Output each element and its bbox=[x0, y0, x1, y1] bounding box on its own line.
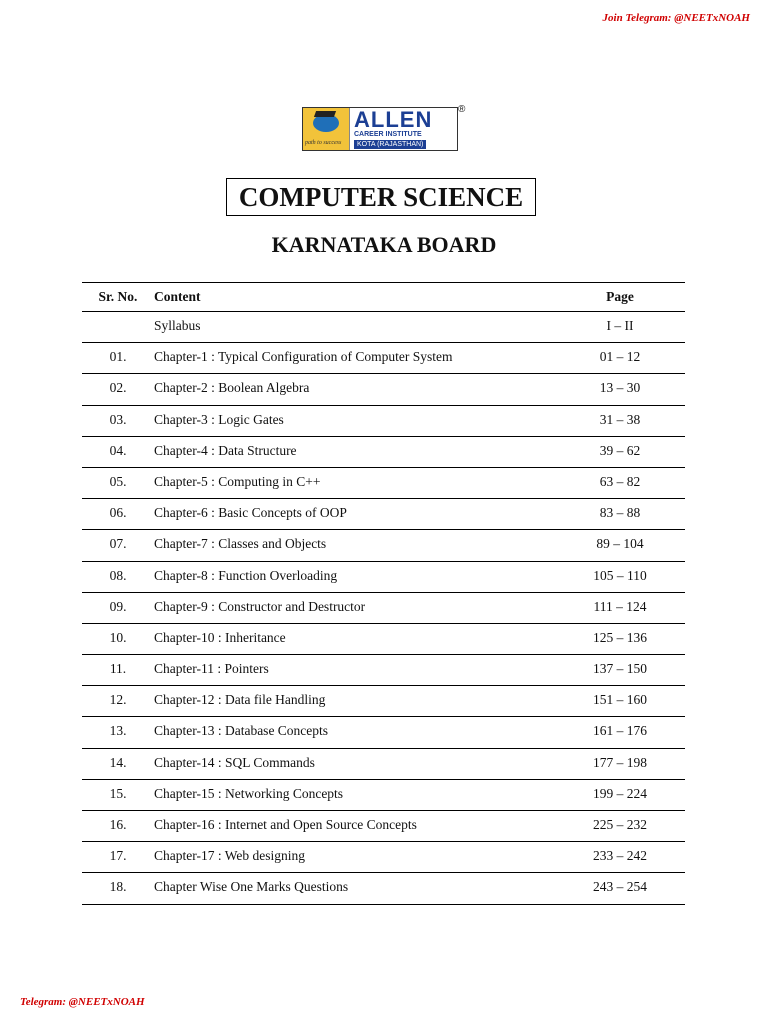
logo-subtitle: CAREER INSTITUTE bbox=[354, 131, 422, 138]
row-sr-no: 12. bbox=[82, 686, 154, 717]
row-page-range: 177 – 198 bbox=[555, 748, 685, 779]
row-page-range: 89 – 104 bbox=[555, 530, 685, 561]
telegram-link-bottom[interactable]: Telegram: @NEETxNOAH bbox=[20, 996, 145, 1008]
row-page-range: 01 – 12 bbox=[555, 343, 685, 374]
logo-location: KOTA (RAJASTHAN) bbox=[354, 140, 426, 149]
row-page-range: 83 – 88 bbox=[555, 499, 685, 530]
table-row bbox=[82, 561, 685, 592]
document-title: COMPUTER SCIENCE bbox=[226, 178, 536, 216]
table-row bbox=[82, 811, 685, 842]
header-content: Content bbox=[154, 283, 555, 312]
table-row bbox=[82, 842, 685, 873]
table-row bbox=[82, 873, 685, 904]
row-page-range: 243 – 254 bbox=[555, 873, 685, 904]
row-content: Chapter-10 : Inheritance bbox=[154, 623, 555, 654]
row-sr-no: 15. bbox=[82, 779, 154, 810]
row-content: Chapter-8 : Function Overloading bbox=[154, 561, 555, 592]
row-page-range: 161 – 176 bbox=[555, 717, 685, 748]
table-row bbox=[82, 499, 685, 530]
row-content: Chapter-7 : Classes and Objects bbox=[154, 530, 555, 561]
row-content: Chapter-14 : SQL Commands bbox=[154, 748, 555, 779]
row-content: Chapter-9 : Constructor and Destructor bbox=[154, 592, 555, 623]
table-row bbox=[82, 436, 685, 467]
row-sr-no: 04. bbox=[82, 436, 154, 467]
table-row bbox=[82, 748, 685, 779]
table-row bbox=[82, 623, 685, 654]
header-sr-no: Sr. No. bbox=[82, 283, 154, 312]
row-sr-no: 05. bbox=[82, 467, 154, 498]
header-page: Page bbox=[555, 283, 685, 312]
allen-logo bbox=[302, 107, 458, 151]
row-sr-no: 14. bbox=[82, 748, 154, 779]
allen-emblem-icon bbox=[303, 108, 350, 150]
row-sr-no: 17. bbox=[82, 842, 154, 873]
row-sr-no: 11. bbox=[82, 655, 154, 686]
row-content: Chapter-6 : Basic Concepts of OOP bbox=[154, 499, 555, 530]
row-content: Syllabus bbox=[154, 312, 555, 343]
row-page-range: 111 – 124 bbox=[555, 592, 685, 623]
table-row bbox=[82, 779, 685, 810]
row-content: Chapter-17 : Web designing bbox=[154, 842, 555, 873]
row-content: Chapter-2 : Boolean Algebra bbox=[154, 374, 555, 405]
row-page-range: 225 – 232 bbox=[555, 811, 685, 842]
table-row bbox=[82, 655, 685, 686]
row-sr-no: 08. bbox=[82, 561, 154, 592]
table-row bbox=[82, 686, 685, 717]
row-sr-no: 18. bbox=[82, 873, 154, 904]
row-sr-no: 16. bbox=[82, 811, 154, 842]
row-content: Chapter-12 : Data file Handling bbox=[154, 686, 555, 717]
row-content: Chapter-15 : Networking Concepts bbox=[154, 779, 555, 810]
telegram-link-top[interactable]: Join Telegram: @NEETxNOAH bbox=[602, 12, 750, 24]
table-row bbox=[82, 717, 685, 748]
table-row bbox=[82, 374, 685, 405]
toc-header-row bbox=[82, 283, 685, 312]
table-of-contents bbox=[82, 282, 685, 905]
row-content: Chapter Wise One Marks Questions bbox=[154, 873, 555, 904]
row-sr-no bbox=[82, 312, 154, 343]
row-sr-no: 09. bbox=[82, 592, 154, 623]
row-content: Chapter-4 : Data Structure bbox=[154, 436, 555, 467]
logo-name: ALLEN bbox=[354, 107, 433, 132]
row-page-range: 233 – 242 bbox=[555, 842, 685, 873]
table-row bbox=[82, 405, 685, 436]
row-content: Chapter-16 : Internet and Open Source Concepts bbox=[154, 811, 555, 842]
row-content: Chapter-1 : Typical Configuration of Computer System bbox=[154, 343, 555, 374]
document-subtitle: KARNATAKA BOARD bbox=[271, 232, 497, 257]
row-page-range: 151 – 160 bbox=[555, 686, 685, 717]
row-page-range: I – II bbox=[555, 312, 685, 343]
row-sr-no: 07. bbox=[82, 530, 154, 561]
table-row bbox=[82, 343, 685, 374]
row-sr-no: 02. bbox=[82, 374, 154, 405]
registered-mark: ® bbox=[458, 104, 466, 115]
row-page-range: 125 – 136 bbox=[555, 623, 685, 654]
table-row bbox=[82, 467, 685, 498]
table-row bbox=[82, 592, 685, 623]
row-sr-no: 01. bbox=[82, 343, 154, 374]
logo-tagline: path to success bbox=[305, 140, 342, 146]
row-content: Chapter-3 : Logic Gates bbox=[154, 405, 555, 436]
row-page-range: 39 – 62 bbox=[555, 436, 685, 467]
row-content: Chapter-13 : Database Concepts bbox=[154, 717, 555, 748]
row-content: Chapter-11 : Pointers bbox=[154, 655, 555, 686]
row-sr-no: 13. bbox=[82, 717, 154, 748]
row-page-range: 105 – 110 bbox=[555, 561, 685, 592]
row-page-range: 31 – 38 bbox=[555, 405, 685, 436]
row-sr-no: 03. bbox=[82, 405, 154, 436]
row-content: Chapter-5 : Computing in C++ bbox=[154, 467, 555, 498]
table-row bbox=[82, 312, 685, 343]
table-row bbox=[82, 530, 685, 561]
row-page-range: 63 – 82 bbox=[555, 467, 685, 498]
row-page-range: 13 – 30 bbox=[555, 374, 685, 405]
row-page-range: 199 – 224 bbox=[555, 779, 685, 810]
row-sr-no: 06. bbox=[82, 499, 154, 530]
row-sr-no: 10. bbox=[82, 623, 154, 654]
row-page-range: 137 – 150 bbox=[555, 655, 685, 686]
